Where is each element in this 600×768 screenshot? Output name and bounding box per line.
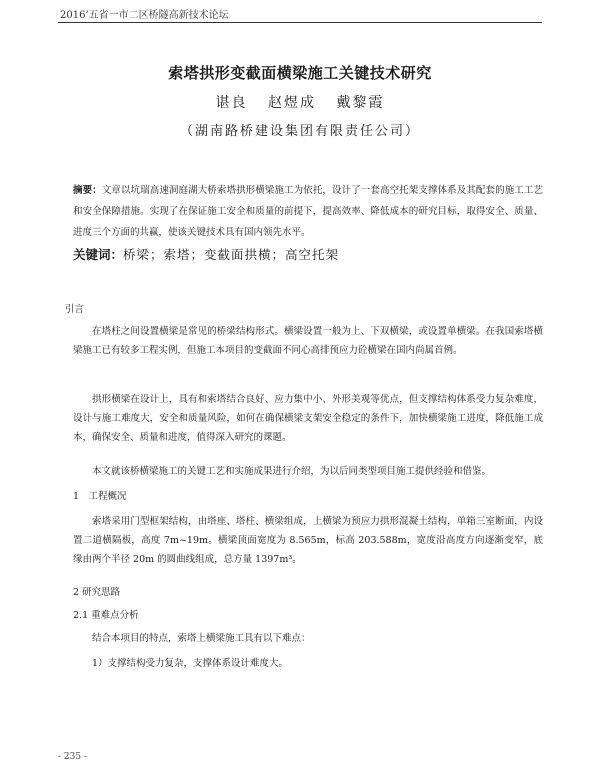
section-2-1-paragraph: 结合本项目的特点，索塔上横梁施工具有以下难点：	[92, 633, 311, 644]
section-2-1-list-item: 1）支撑结构受力复杂，支撑体系设计难度大。	[92, 658, 289, 669]
page-number: - 235 -	[58, 752, 87, 762]
intro-heading: 引言	[65, 304, 85, 315]
keywords-label: 关键词：	[73, 247, 124, 262]
keywords	[73, 245, 543, 263]
abstract-label: 摘要：	[73, 185, 102, 196]
intro-paragraph-3: 本文就该桥横梁施工的关键工艺和实施成果进行介绍，为以后同类型项目施工提供经验和借鉴。	[92, 466, 492, 477]
paper-authors: 谌良 赵煜成 戴黎霞	[215, 95, 385, 111]
paper-affiliation: （湖南路桥建设集团有限责任公司）	[179, 124, 420, 139]
section-1-paragraph: 索塔采用门型框架结构，由塔座、塔柱、横梁组成，上横梁为预应力拱形混凝土结构，单箱三室断面，内设置二道横隔板，高度 7m~19m。横梁顶面宽度为 8.565m，标高 203.588m，宽度沿高度方向逐渐变窄，底缘由两个半径 20m 的圆曲线组成，总方量 1397m³。	[73, 516, 543, 565]
paper-title: 索塔拱形变截面横梁施工关键技术研究	[168, 64, 432, 82]
abstract-text: 文章以坑瑞高速洞庭湖大桥索塔拱形横梁施工为依托，设计了一套高空托架支撑体系及其配套的施工工艺和安全保障措施。实现了在保证施工安全和质量的前提下，提高效率、降低成本的研究目标，取得安全、质量、进度三个方面的共赢，使该关键技术具有国内领先水平。	[73, 185, 543, 238]
section-1-heading: 1 工程概况	[73, 491, 127, 502]
intro-paragraph-2: 拱形横梁在设计上，具有和索塔结合良好、应力集中小、外形美观等优点，但支撑结构体系受力复杂难度，设计与施工难度大，安全和质量风险，如何在确保横梁支架安全稳定的条件下，加快横梁施工进度，降低施工成本，确保安全、质量和进度，值得深入研究的课题。	[73, 394, 543, 443]
header-rule	[58, 22, 542, 23]
intro-paragraph-1: 在塔柱之间设置横梁是常见的桥梁结构形式。横梁设置一般为上、下双横梁，或设置单横梁。在我国索塔横梁施工已有较多工程实例，但施工本项目的变截面不同心高排预应力砼横梁在国内尚属首例。	[73, 326, 543, 356]
keywords-text: 桥梁；索塔；变截面拱横；高空托架	[123, 247, 340, 262]
abstract	[73, 180, 543, 243]
section-2-heading: 2 研究思路	[73, 587, 121, 598]
section-2-1-heading: 2.1 重难点分析	[73, 610, 139, 621]
running-header: 2016’五省一市二区桥隧高新技术论坛	[60, 10, 229, 21]
